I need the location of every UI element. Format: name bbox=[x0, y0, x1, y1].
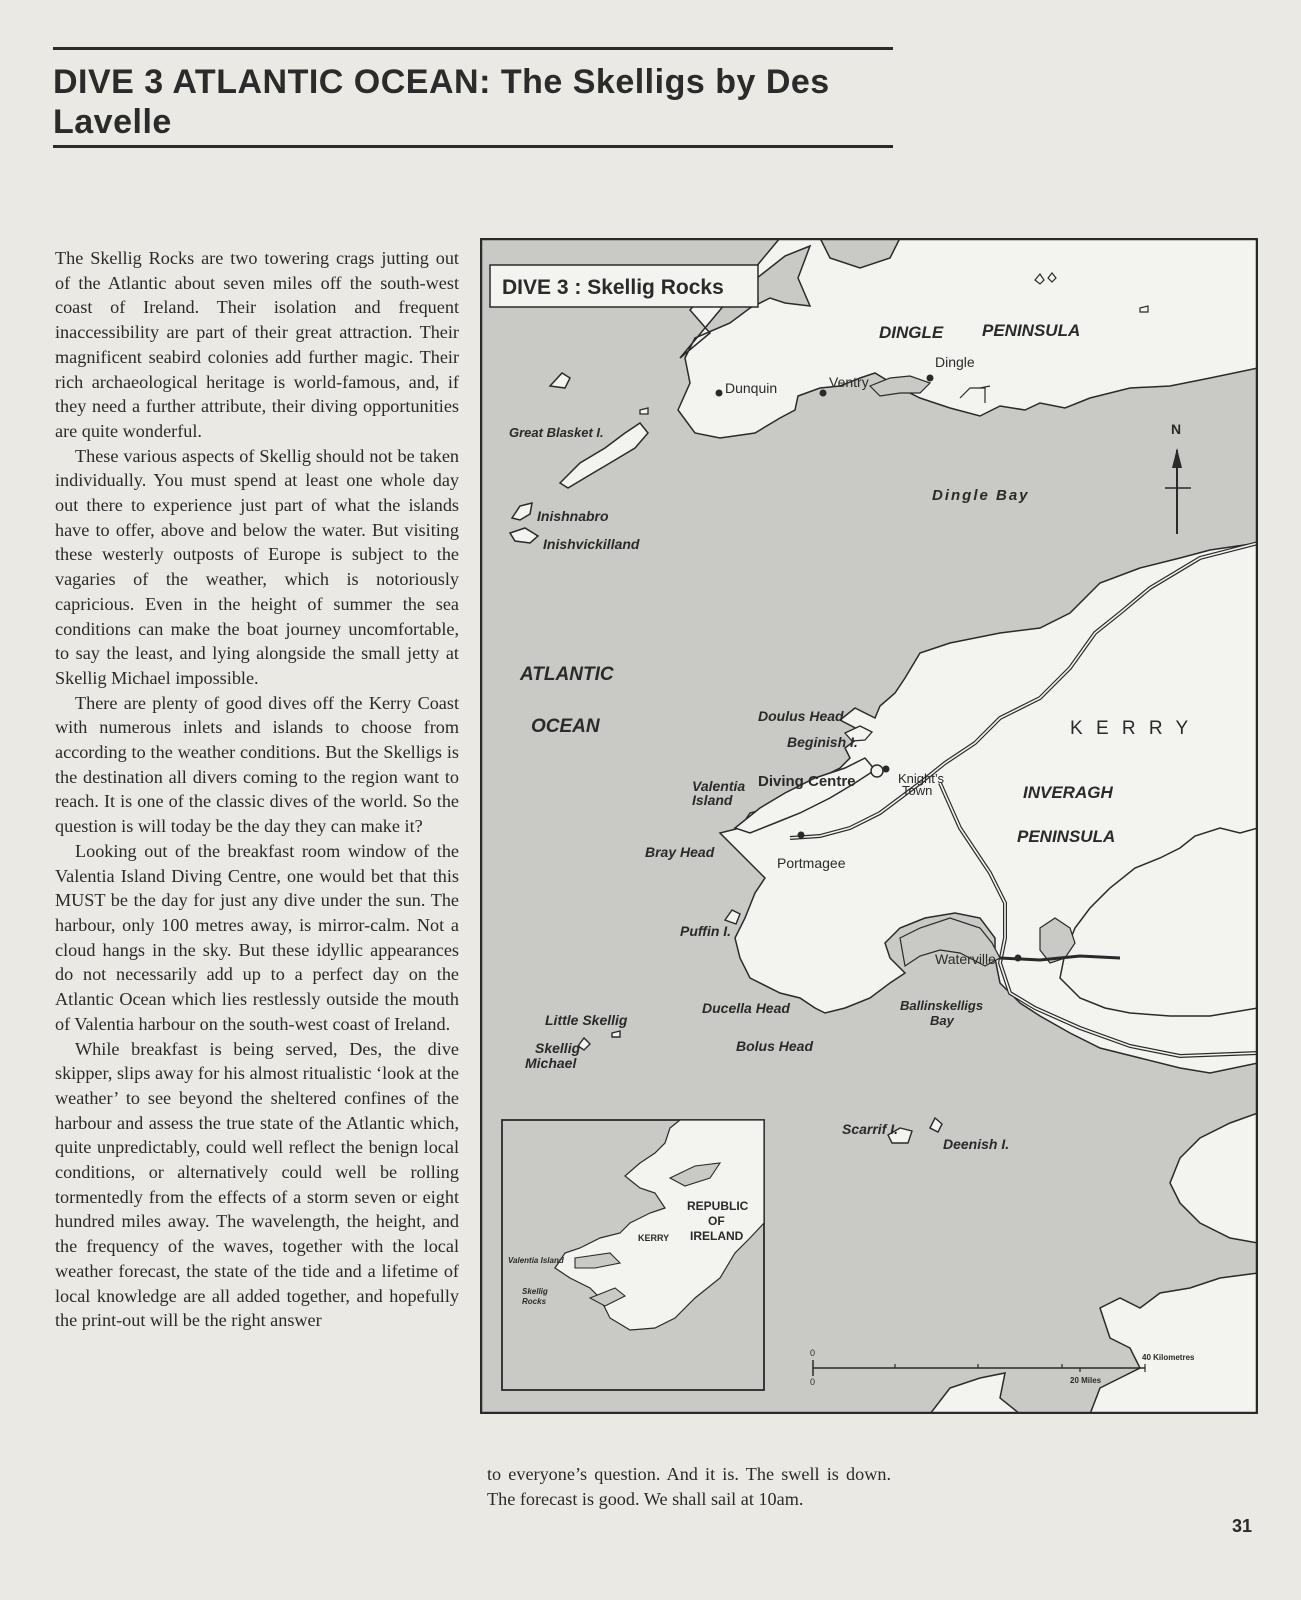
waterville-dot bbox=[1015, 955, 1022, 962]
label-valentia-1: Valentia bbox=[692, 778, 746, 794]
title-rule-bottom bbox=[53, 145, 893, 148]
inset-valentia: Valentia Island bbox=[508, 1256, 564, 1265]
label-ventry: Ventry bbox=[829, 374, 869, 390]
label-atlantic: ATLANTIC bbox=[520, 664, 614, 685]
knights-town-dot bbox=[883, 766, 890, 773]
inset-republic-1: REPUBLIC bbox=[687, 1199, 749, 1213]
inset-republic-3: IRELAND bbox=[690, 1229, 744, 1243]
inset-kerry: KERRY bbox=[638, 1233, 670, 1243]
dingle-dot bbox=[927, 375, 934, 382]
paragraph: While breakfast is being served, Des, the dive skipper, slips away for his almost ritualistic ‘look at the weather’ to see beyond the sheltered confines of the harbour and assess the true state of the Atlantic which, quite unpredictably, could well reflect the benign local conditions, or alternatively could well be rolling tormentedly from the effects of a storm seven or eight hundred miles away. The wavelength, the height, and the frequency of the waves, together with the local weather forecast, the state of the tide and a lifetime of local knowledge are all added together, and hopefully the print-out will be the right answer bbox=[55, 1038, 459, 1331]
page-title: DIVE 3 ATLANTIC OCEAN: The Skelligs by Des Lavelle bbox=[53, 63, 830, 141]
label-bolus-head: Bolus Head bbox=[736, 1038, 814, 1054]
label-great-blasket: Great Blasket I. bbox=[509, 425, 604, 440]
label-peninsula-iveragh: PENINSULA bbox=[1017, 827, 1116, 846]
scale-zero-top: 0 bbox=[810, 1348, 816, 1358]
title-rule-top bbox=[53, 47, 893, 50]
north-label: N bbox=[1171, 421, 1182, 437]
label-inishvickillane: Inishvickilland bbox=[543, 536, 640, 552]
label-inishnabro: Inishnabro bbox=[537, 508, 609, 524]
label-skellig-1: Skellig bbox=[535, 1040, 581, 1056]
label-beginish: Beginish I. bbox=[787, 734, 858, 750]
label-kerry: K E R R Y bbox=[1070, 718, 1193, 739]
paragraph: to everyone’s question. And it is. The swell is down. The forecast is good. We shall sail at 10am. bbox=[487, 1464, 891, 1509]
label-waterville: Waterville bbox=[935, 951, 996, 967]
label-ducella-head: Ducella Head bbox=[702, 1000, 790, 1016]
label-little-skellig: Little Skellig bbox=[545, 1012, 628, 1028]
label-scarriff: Scarrif I. bbox=[842, 1121, 899, 1137]
label-iveragh: INVERAGH bbox=[1023, 783, 1113, 802]
article-column-right bbox=[487, 1462, 891, 1511]
paragraph: Looking out of the breakfast room window of the Valentia Island Diving Centre, one would bet that this MUST be the day for just any dive under the sun. The harbour, only 100 metres away, is mirror-calm. Not a cloud hangs in the sky. But these idyllic appearances do not necessarily add up to a perfect day on the Atlantic Ocean which lies restlessly outside the mouth of Valentia harbour on the south-west coast of Ireland. bbox=[55, 840, 459, 1034]
map-title: DIVE 3 : Skellig Rocks bbox=[502, 276, 724, 299]
label-ballinskelligs-2: Bay bbox=[930, 1013, 954, 1028]
paragraph: There are plenty of good dives off the Kerry Coast with numerous inlets and islands to choose from according to the weather conditions. But the Skelligs is the destination all divers coming to the region want to reach. It is one of the classic dives of the world. So the question is will today be the day they can make it? bbox=[55, 692, 459, 837]
label-dingle-bay: Dingle Bay bbox=[932, 487, 1030, 504]
label-knights-1: Knight’s bbox=[898, 771, 945, 786]
paragraph: These various aspects of Skellig should not be taken individually. You must spend at least one whole day out there to experience just part of what the islands have to offer, above and below the water. But visiting these westerly outposts of Europe is subject to the vagaries of the weather, which is notoriously capricious. Even in the height of summer the sea conditions can make the boat journey uncomfortable, to say the least, and lying alongside the small jetty at Skellig Michael impossible. bbox=[55, 445, 459, 688]
label-peninsula-dingle: PENINSULA bbox=[982, 321, 1081, 340]
label-ballinskelligs-1: Ballinskelligs bbox=[900, 998, 984, 1013]
diving-centre-marker bbox=[871, 765, 883, 777]
label-ocean: OCEAN bbox=[531, 716, 600, 737]
label-skellig-2: Michael bbox=[525, 1055, 577, 1071]
article-column-left bbox=[55, 246, 459, 1333]
skellig-map bbox=[480, 238, 1258, 1414]
paragraph: The Skellig Rocks are two towering crags jutting out of the Atlantic about seven miles off the south-west coast of Ireland. Their isolation and frequent inaccessibility are part of their great attraction. Their magnificent seabird colonies add further magic. Their rich archaeological heritage is world-famous, and, if they need a further attribute, their diving opportunities are quite wonderful. bbox=[55, 248, 459, 441]
label-doulus-head: Doulus Head bbox=[758, 708, 844, 724]
dunquin-dot bbox=[716, 390, 723, 397]
inset-republic-2: OF bbox=[708, 1214, 725, 1228]
ventry-dot bbox=[820, 390, 827, 397]
page-number: 31 bbox=[1232, 1516, 1253, 1536]
label-dingle-town: Dingle bbox=[935, 354, 975, 370]
portmagee-dot bbox=[798, 832, 805, 839]
label-valentia-2: Island bbox=[692, 792, 733, 808]
label-dunquin: Dunquin bbox=[725, 380, 778, 396]
label-knights-2: Town bbox=[902, 783, 933, 798]
scale-km-label: 40 Kilometres bbox=[1142, 1353, 1195, 1362]
label-puffin: Puffin I. bbox=[680, 923, 732, 939]
label-deenish: Deenish I. bbox=[943, 1136, 1010, 1152]
label-diving-centre: Diving Centre bbox=[758, 773, 856, 790]
label-portmagee: Portmagee bbox=[777, 855, 846, 871]
inset-skellig-1: Skellig bbox=[522, 1287, 548, 1296]
inset-skellig-2: Rocks bbox=[522, 1297, 547, 1306]
label-bray-head: Bray Head bbox=[645, 844, 715, 860]
scale-miles-label: 20 Miles bbox=[1070, 1376, 1102, 1385]
label-dingle: DINGLE bbox=[879, 323, 944, 342]
scale-zero-bottom: 0 bbox=[810, 1377, 816, 1387]
